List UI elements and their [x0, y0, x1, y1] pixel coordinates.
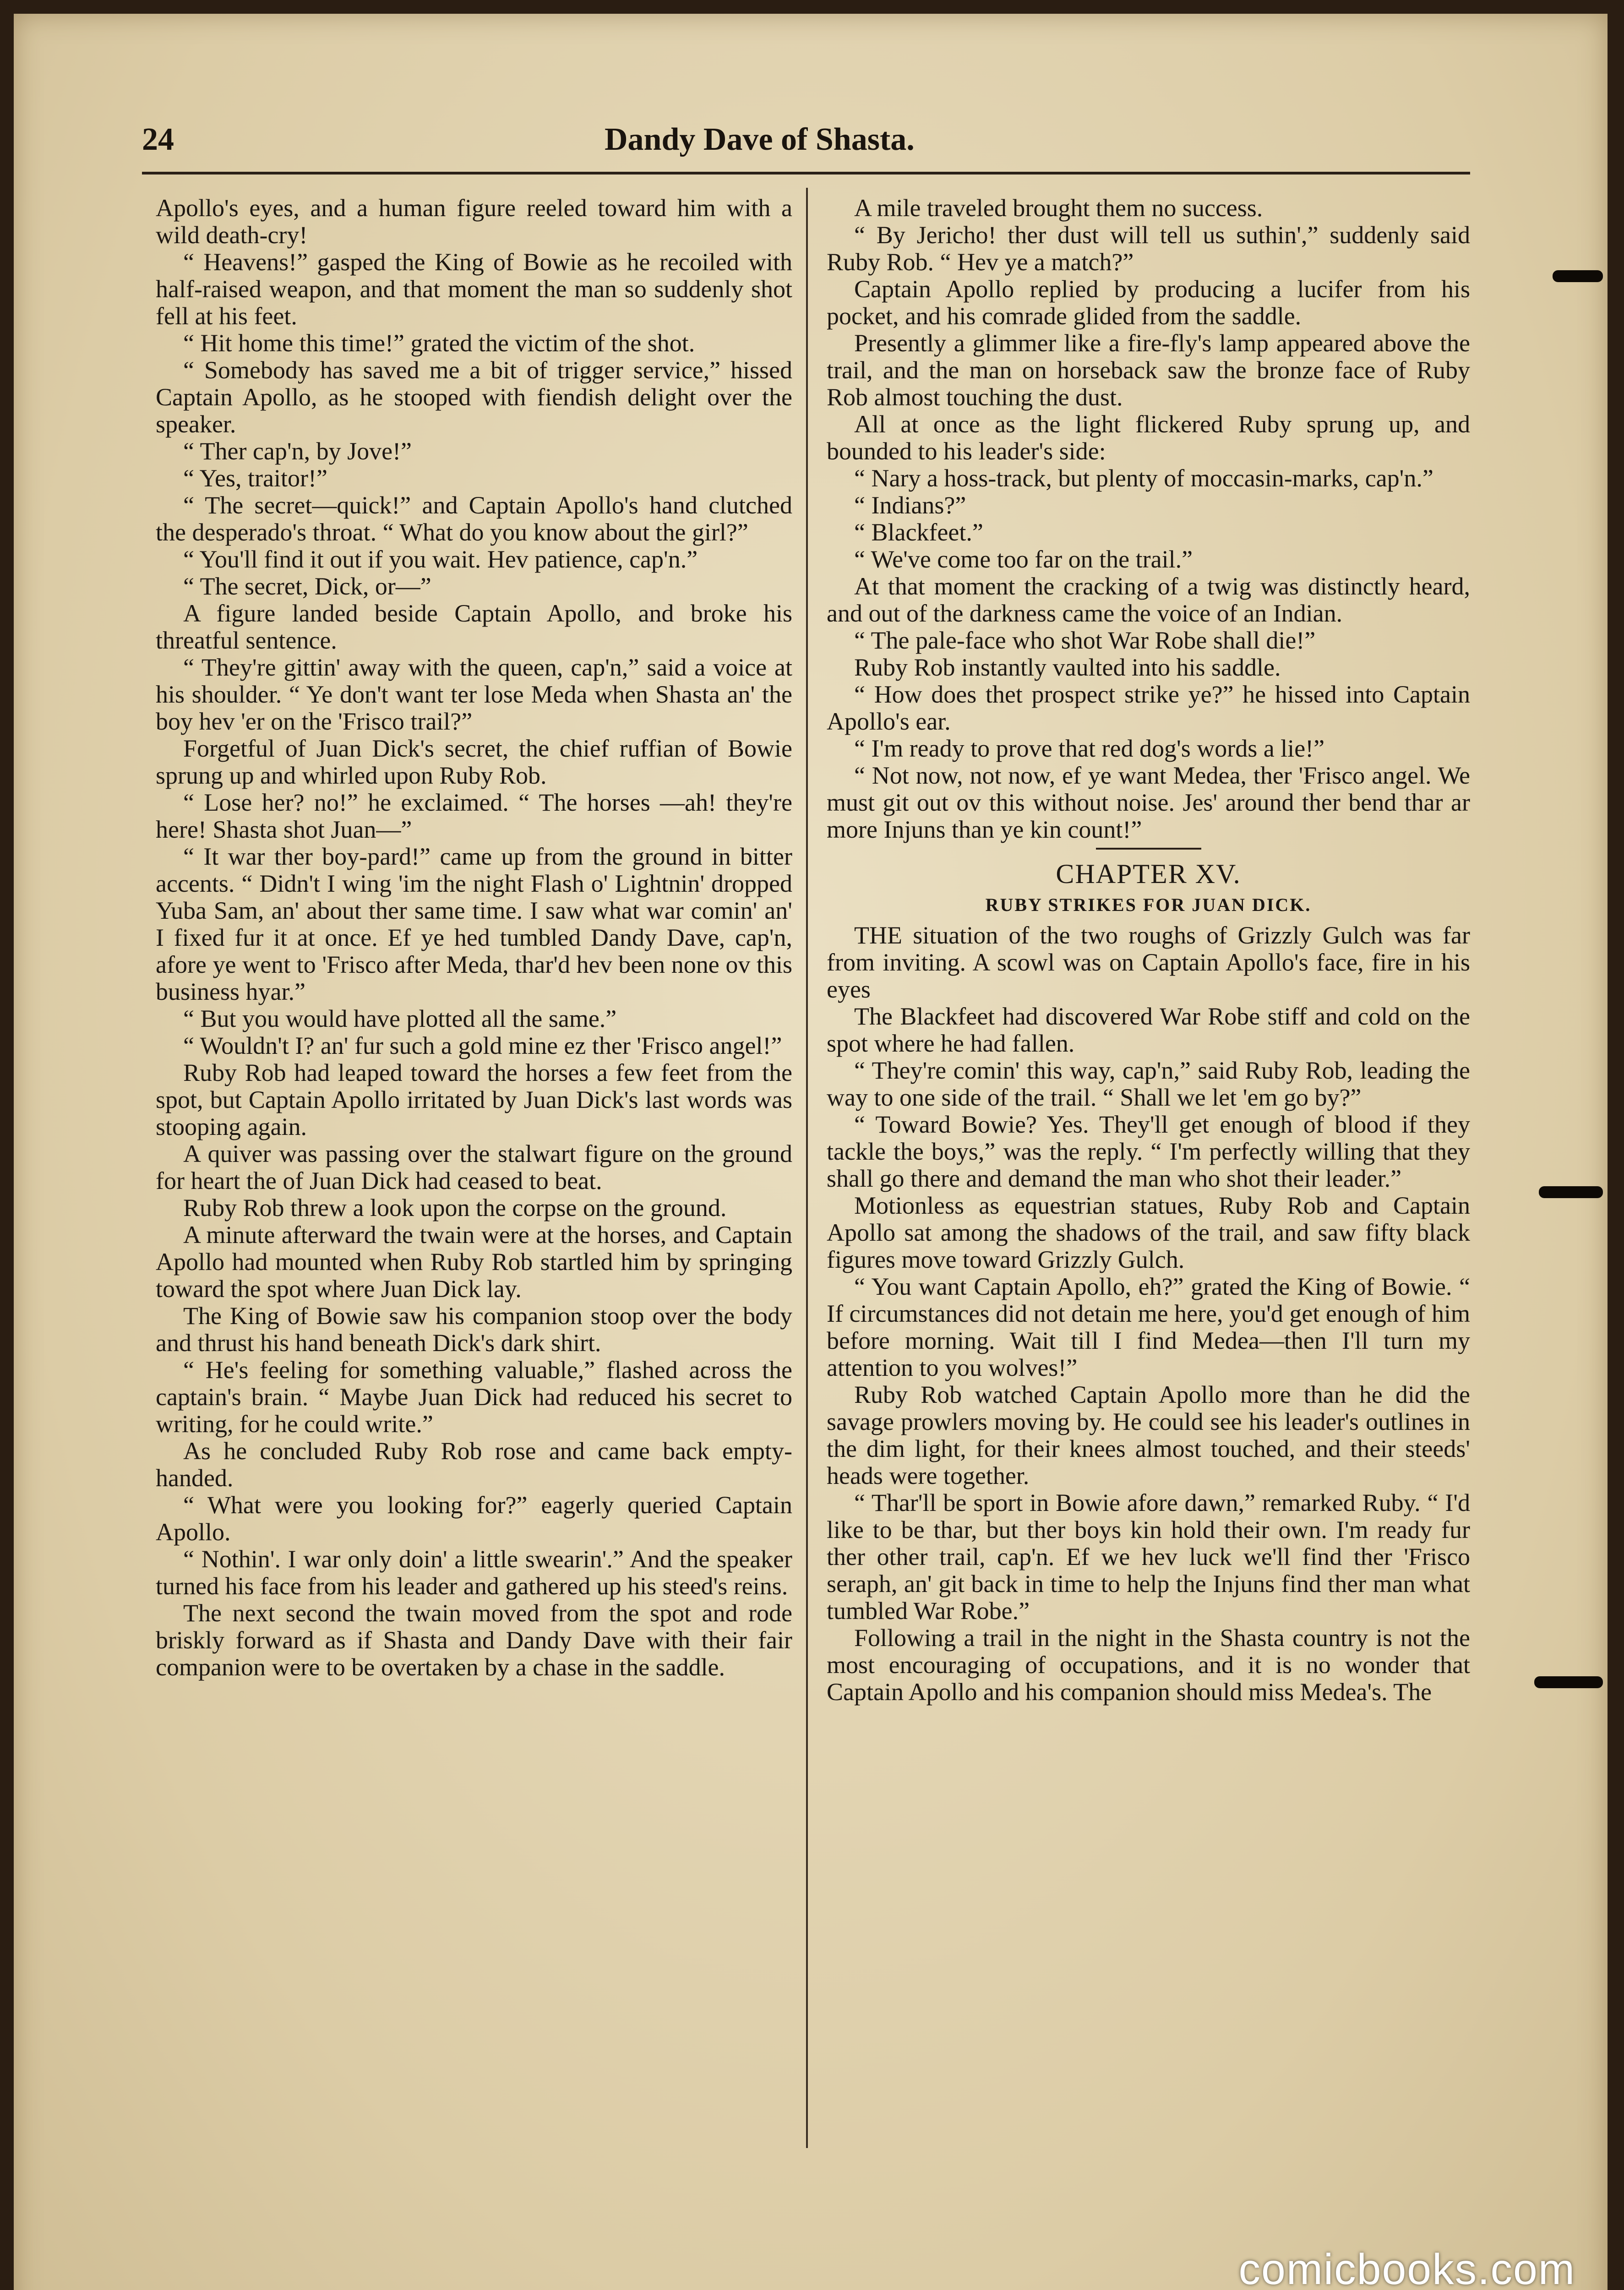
- running-title: Dandy Dave of Shasta.: [605, 122, 915, 157]
- paragraph: Forgetful of Juan Dick's secret, the chief ruffian of Bowie sprung up and whirled upon Ruby Rob.: [156, 735, 792, 789]
- paragraph: “ They're gittin' away with the queen, cap'n,” said a voice at his shoulder. “ Ye don't want ter lose Meda when Shasta an' the boy hev 'er on the 'Frisco trail?”: [156, 654, 792, 735]
- left-column: [156, 195, 792, 2155]
- paragraph: “ Thar'll be sport in Bowie afore dawn,” remarked Ruby. “ I'd like to be thar, but ther boys kin hold their own. I'm ready fur ther other trail, cap'n. Ef we hev luck we'll find ther 'Frisco seraph, an' git back in time to help the Injuns find ther man what tumbled War Robe.”: [827, 1489, 1470, 1625]
- paragraph: “ Heavens!” gasped the King of Bowie as he recoiled with half-raised weapon, and that moment the man so suddenly shot fell at his feet.: [156, 248, 792, 330]
- paragraph: “ Yes, traitor!”: [183, 464, 327, 492]
- paragraph: “ Wouldn't I? an' fur such a gold mine ez ther 'Frisco angel!”: [183, 1032, 782, 1059]
- paragraph: Captain Apollo replied by producing a lucifer from his pocket, and his comrade glided from the saddle.: [827, 275, 1470, 330]
- paragraph: “ Not now, not now, ef ye want Medea, ther 'Frisco angel. We must git out ov this without noise. Jes' around ther bend thar ar more Injuns than ye kin count!”: [827, 762, 1470, 843]
- paragraph: All at once as the light flickered Ruby sprung up, and bounded to his leader's side:: [827, 410, 1470, 465]
- paragraph: Apollo's eyes, and a human figure reeled toward him with a wild death-cry!: [156, 195, 792, 249]
- paragraph: “ Toward Bowie? Yes. They'll get enough of blood if they tackle the boys,” was the reply. “ I'm perfectly willing that they shall go there and demand the man who shot their leader.”: [827, 1111, 1470, 1192]
- paragraph: “ Ther cap'n, by Jove!”: [183, 437, 412, 465]
- paragraph: “ What were you looking for?” eagerly queried Captain Apollo.: [156, 1491, 792, 1546]
- paragraph: “ The secret, Dick, or—”: [183, 572, 431, 600]
- paragraph: “ It war ther boy-pard!” came up from the ground in bitter accents. “ Didn't I wing 'im the night Flash o' Lightnin' dropped Yuba Sam, an' about ther same time. I saw what war comin' an' I fixed fur it at once. Ef ye hed tumbled Dandy Dave, cap'n, afore ye went to 'Frisco after Meda, thar'd hev been none ov this business hyar.”: [156, 843, 792, 1005]
- paragraph: “ By Jericho! ther dust will tell us suthin',” suddenly said Ruby Rob. “ Hev ye a match?”: [827, 221, 1470, 276]
- paragraph: “ You want Captain Apollo, eh?” grated the King of Bowie. “ If circumstances did not detain me here, you'd get enough of him before morning. Wait till I find Medea—then I'll turn my attention to you wolves!”: [827, 1273, 1470, 1381]
- paragraph: “ Hit home this time!” grated the victim of the shot.: [183, 329, 695, 357]
- paragraph: A minute afterward the twain were at the horses, and Captain Apollo had mounted when Ruby Rob startled him by springing toward the spot where Juan Dick lay.: [156, 1221, 792, 1303]
- paragraph: “ Blackfeet.”: [854, 518, 983, 546]
- chapter-title: CHAPTER XV.: [1056, 859, 1241, 889]
- paragraph: “ You'll find it out if you wait. Hev patience, cap'n.”: [183, 545, 698, 573]
- paragraph: “ Indians?”: [854, 491, 966, 519]
- paragraph: The King of Bowie saw his companion stoop over the body and thrust his hand beneath Dick's dark shirt.: [156, 1302, 792, 1357]
- paragraph: Presently a glimmer like a fire-fly's lamp appeared above the trail, and the man on horseback saw the bronze face of Ruby Rob almost touching the dust.: [827, 329, 1470, 411]
- paragraph: At that moment the cracking of a twig was distinctly heard, and out of the darkness came the voice of an Indian.: [827, 572, 1470, 627]
- paragraph: Ruby Rob threw a look upon the corpse on the ground.: [183, 1194, 727, 1221]
- paragraph: “ He's feeling for something valuable,” flashed across the captain's brain. “ Maybe Juan Dick had reduced his secret to writing, for he could write.”: [156, 1356, 792, 1438]
- paragraph: Ruby Rob instantly vaulted into his saddle.: [854, 654, 1281, 681]
- binding-hole: [1534, 1676, 1603, 1688]
- paragraph: “ The pale-face who shot War Robe shall die!”: [854, 627, 1316, 654]
- page-number: 24: [142, 122, 174, 157]
- paragraph: “ The secret—quick!” and Captain Apollo's hand clutched the desperado's throat. “ What do you know about the girl?”: [156, 491, 792, 546]
- paragraph: A figure landed beside Captain Apollo, and broke his threatful sentence.: [156, 600, 792, 654]
- paragraph: Ruby Rob watched Captain Apollo more than he did the savage prowlers moving by. He could see his leader's outlines in the dim light, for their knees almost touched, and their steeds' heads were together.: [827, 1381, 1470, 1489]
- book-page: [14, 14, 1608, 2290]
- paragraph: “ We've come too far on the trail.”: [854, 545, 1193, 573]
- paragraph: A quiver was passing over the stalwart figure on the ground for heart the of Juan Dick had ceased to beat.: [156, 1140, 792, 1194]
- right-column: [827, 195, 1470, 2155]
- chapter-subtitle: RUBY STRIKES FOR JUAN DICK.: [985, 894, 1312, 915]
- paragraph: “ Nothin'. I war only doin' a little swearin'.” And the speaker turned his face from his leader and gathered up his steed's reins.: [156, 1545, 792, 1600]
- watermark: comicbooks.com: [1238, 2245, 1575, 2290]
- paragraph: “ How does thet prospect strike ye?” he hissed into Captain Apollo's ear.: [827, 681, 1470, 735]
- paragraph: “ But you would have plotted all the same.”: [183, 1005, 617, 1032]
- binding-hole: [1539, 1186, 1603, 1198]
- paragraph: “ Nary a hoss-track, but plenty of moccasin-marks, cap'n.”: [854, 464, 1433, 492]
- chapter-heading: [827, 848, 1470, 918]
- paragraph: Motionless as equestrian statues, Ruby Rob and Captain Apollo sat among the shadows of the trail, and saw fifty black figures move toward Grizzly Gulch.: [827, 1192, 1470, 1273]
- paragraph: Ruby Rob had leaped toward the horses a few feet from the spot, but Captain Apollo irritated by Juan Dick's last words was stooping again.: [156, 1059, 792, 1140]
- paragraph: A mile traveled brought them no success.: [854, 195, 1263, 222]
- paragraph: “ Lose her? no!” he exclaimed. “ The horses —ah! they're here! Shasta shot Juan—”: [156, 789, 792, 843]
- binding-hole: [1553, 270, 1603, 282]
- paragraph: “ They're comin' this way, cap'n,” said Ruby Rob, leading the way to one side of the trail. “ Shall we let 'em go by?”: [827, 1057, 1470, 1111]
- paragraph: Following a trail in the night in the Shasta country is not the most encouraging of occupations, and it is no wonder that Captain Apollo and his companion should miss Medea's. The: [827, 1624, 1470, 1706]
- paragraph: The next second the twain moved from the spot and rode briskly forward as if Shasta and Dandy Dave with their fair companion were to be overtaken by a chase in the saddle.: [156, 1599, 792, 1681]
- paragraph: “ Somebody has saved me a bit of trigger service,” hissed Captain Apollo, as he stooped with fiendish delight over the speaker.: [156, 356, 792, 438]
- chapter-rule: [1096, 848, 1201, 850]
- column-divider: [806, 188, 808, 2148]
- paragraph: As he concluded Ruby Rob rose and came back empty-handed.: [156, 1437, 792, 1492]
- paragraph: THE situation of the two roughs of Grizzly Gulch was far from inviting. A scowl was on Captain Apollo's face, fire in his eyes: [827, 921, 1470, 1003]
- paragraph: The Blackfeet had discovered War Robe stiff and cold on the spot where he had fallen.: [827, 1003, 1470, 1057]
- paragraph: “ I'm ready to prove that red dog's words a lie!”: [854, 735, 1325, 762]
- header-rule: [142, 172, 1470, 174]
